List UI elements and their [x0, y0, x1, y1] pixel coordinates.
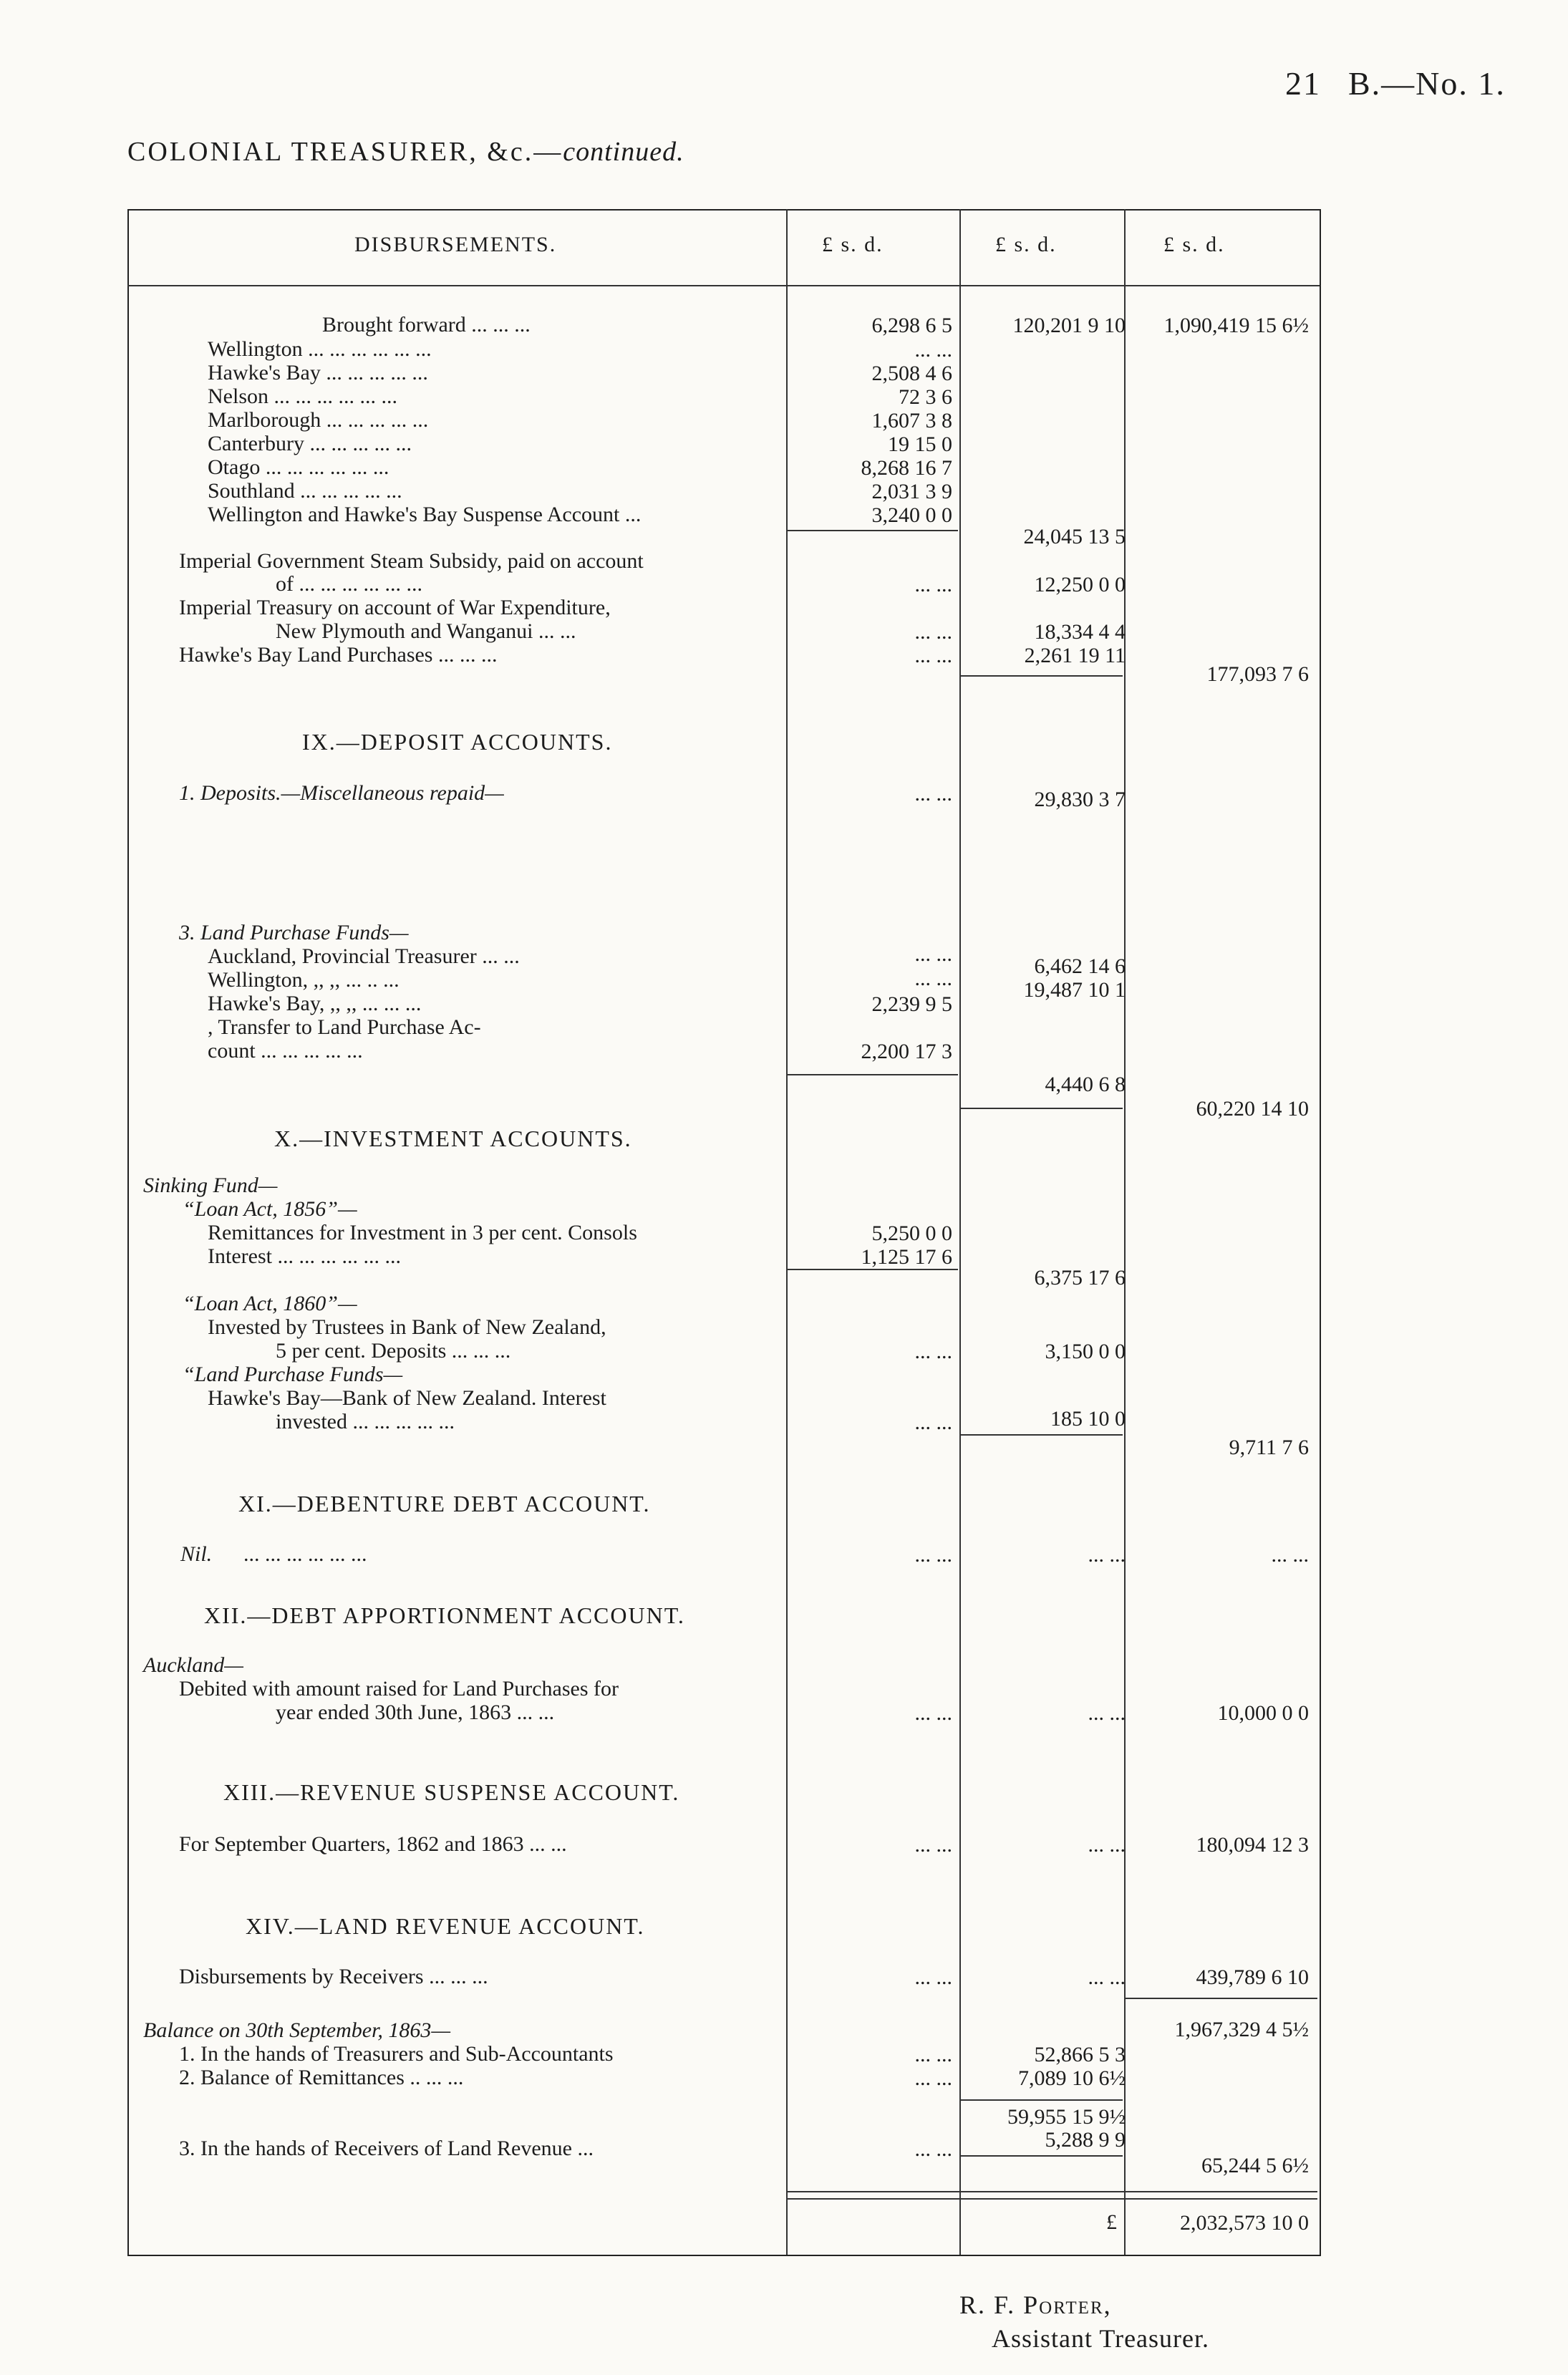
trustees-line2: 5 per cent. Deposits ... ... ... [276, 1339, 511, 1363]
running-head-continued: continued. [563, 137, 684, 167]
suspense-heading: XIII.—REVENUE SUSPENSE ACCOUNT. [223, 1779, 680, 1805]
land-purchase-funds-inv: “Land Purchase Funds— [183, 1363, 403, 1386]
deposit-total: 60,220 14 10 [1196, 1097, 1309, 1121]
apportion-auckland: Auckland— [143, 1653, 243, 1677]
provincial-subtotal: 24,045 13 5 [1023, 525, 1126, 548]
remittances-c1: 5,250 0 0 [871, 1222, 952, 1245]
section-total: 177,093 7 6 [1206, 662, 1309, 686]
lpf-wellington-c1: ... ... [914, 967, 952, 990]
row-brought-forward-c3: 1,090,419 15 6½ [1163, 314, 1309, 337]
apportion-line1: Debited with amount raised for Land Purchases for [179, 1677, 619, 1701]
interest-c1: 1,125 17 6 [861, 1245, 952, 1269]
land-revenue-rule [1126, 1998, 1317, 1999]
header-title: DISBURSEMENTS. [354, 233, 557, 256]
trustees-c1: ... ... [914, 1340, 952, 1363]
steam-subsidy-c1: ... ... [914, 573, 952, 596]
lpf-auckland-c1: ... ... [914, 942, 952, 966]
row-canterbury-c1: 19 15 0 [888, 432, 952, 456]
investment-heading: X.—INVESTMENT ACCOUNTS. [274, 1126, 632, 1151]
suspense-c1: ... ... [914, 1833, 952, 1857]
land-revenue-heading: XIV.—LAND REVENUE ACCOUNT. [246, 1913, 645, 1939]
lpf-transfer-c1: 2,200 17 3 [861, 1040, 952, 1063]
debenture-c1: ... ... [914, 1543, 952, 1567]
balance-item2-c2: 7,089 10 6½ [1018, 2066, 1126, 2090]
signature-name: R. F. Porter, [959, 2291, 1112, 2319]
lpf-subtotal: 4,440 6 8 [1045, 1073, 1126, 1096]
hb-bank-c2: 185 10 0 [1050, 1407, 1126, 1431]
header-col2: £ s. d. [995, 233, 1057, 256]
row-wellington-c1: ... ... [914, 338, 952, 362]
row-otago-c1: 8,268 16 7 [861, 456, 952, 480]
balance-title-c3: 1,967,329 4 5½ [1174, 2018, 1309, 2041]
lpf-wellington: Wellington, ,, ,, ... .. ... [208, 968, 400, 992]
header-col1: £ s. d. [822, 233, 884, 256]
page-number [1285, 64, 1506, 102]
row-wellington: Wellington ... ... ... ... ... ... [208, 337, 432, 361]
debenture-dots: ... ... ... ... ... ... [243, 1542, 367, 1566]
investment-total: 9,711 7 6 [1229, 1436, 1309, 1459]
suspense-line: For September Quarters, 1862 and 1863 ... ... [179, 1832, 567, 1856]
deposit-total-rule [961, 1108, 1123, 1109]
row-nelson-c1: 72 3 6 [899, 385, 952, 409]
lpf-wellington-c2: 19,487 10 1 [1023, 978, 1126, 1002]
interest: Interest ... ... ... ... ... ... [208, 1244, 401, 1268]
hb-land-purchases-c2: 2,261 19 11 [1024, 644, 1126, 667]
document-code: B.—No. 1. [1348, 65, 1506, 102]
deposit-subtotal-rule [788, 1074, 958, 1075]
loan-1856-subtotal: 6,375 17 6 [1034, 1266, 1126, 1290]
steam-subsidy-line2: of ... ... ... ... ... ... [276, 572, 422, 596]
lpf-transfer-line2: count ... ... ... ... ... [208, 1039, 363, 1063]
header-col3: £ s. d. [1163, 233, 1225, 256]
balance-title: Balance on 30th September, 1863— [143, 2018, 451, 2042]
hb-bank-c1: ... ... [914, 1411, 952, 1434]
row-suspense-account: Wellington and Hawke's Bay Suspense Account ... [208, 503, 642, 526]
apportion-c1: ... ... [914, 1701, 952, 1725]
header-rule [127, 285, 1320, 286]
section-total-rule [961, 675, 1123, 677]
balance-item3-c1: ... ... [914, 2137, 952, 2161]
war-expenditure-line1: Imperial Treasury on account of War Expenditure, [179, 596, 611, 619]
row-otago: Otago ... ... ... ... ... ... [208, 455, 389, 479]
debenture-heading: XI.—DEBENTURE DEBT ACCOUNT. [238, 1491, 651, 1517]
deposit-item1: 1. Deposits.—Miscellaneous repaid— [179, 781, 504, 805]
debenture-nil: Nil. [180, 1542, 213, 1566]
apportion-c3: 10,000 0 0 [1217, 1701, 1309, 1725]
deposit-item1-c1: ... ... [914, 782, 952, 806]
signature-title: Assistant Treasurer. [992, 2324, 1210, 2353]
balance-item3-c2: 5,288 9 9 [1045, 2128, 1126, 2152]
balance-subtotal-rule [961, 2099, 1123, 2101]
debenture-c3: ... ... [1271, 1543, 1309, 1567]
land-revenue-line: Disbursements by Receivers ... ... ... [179, 1965, 488, 1988]
row-brought-forward-c2: 120,201 9 10 [1012, 314, 1126, 337]
lpf-auckland-c2: 6,462 14 6 [1034, 954, 1126, 978]
balance-total: 65,244 5 6½ [1201, 2154, 1309, 2177]
suspense-c2: ... ... [1088, 1833, 1126, 1857]
investment-total-rule [961, 1434, 1123, 1436]
lpf-auckland: Auckland, Provincial Treasurer ... ... [208, 944, 520, 968]
grand-total-rule-bottom [788, 2198, 1317, 2200]
trustees-line1: Invested by Trustees in Bank of New Zealand, [208, 1315, 606, 1339]
row-nelson: Nelson ... ... ... ... ... ... [208, 384, 397, 408]
balance-item2: 2. Balance of Remittances .. ... ... [179, 2066, 464, 2089]
lpf-hawkes-bay-c1: 2,239 9 5 [871, 992, 952, 1016]
subtotal-rule [788, 530, 958, 531]
lpf-hawkes-bay: Hawke's Bay, ,, ,, ... ... ... [208, 992, 422, 1015]
balance-item2-c1: ... ... [914, 2066, 952, 2090]
war-expenditure-c2: 18,334 4 4 [1034, 620, 1126, 644]
land-revenue-c1: ... ... [914, 1965, 952, 1989]
row-brought-forward-c1: 6,298 6 5 [871, 314, 952, 337]
hb-bank-line1: Hawke's Bay—Bank of New Zealand. Interest [208, 1386, 606, 1410]
balance-item3-rule [961, 2155, 1123, 2157]
deposit-heading: IX.—DEPOSIT ACCOUNTS. [302, 729, 613, 755]
column-rule-3 [1124, 209, 1126, 2255]
remittances: Remittances for Investment in 3 per cent. Consols [208, 1221, 637, 1244]
land-purchase-funds: 3. Land Purchase Funds— [179, 921, 409, 944]
grand-total: 2,032,573 10 0 [1180, 2211, 1309, 2235]
apportion-heading: XII.—DEBT APPORTIONMENT ACCOUNT. [204, 1602, 685, 1628]
steam-subsidy-c2: 12,250 0 0 [1034, 573, 1126, 596]
page-number-value: 21 [1285, 65, 1321, 102]
balance-subtotal: 59,955 15 9½ [1007, 2105, 1126, 2129]
running-head-main: COLONIAL TREASURER, &c.— [127, 137, 563, 167]
balance-item3: 3. In the hands of Receivers of Land Revenue ... [179, 2137, 594, 2160]
balance-item1: 1. In the hands of Treasurers and Sub-Accountants [179, 2042, 614, 2066]
steam-subsidy-line1: Imperial Government Steam Subsidy, paid on account [179, 549, 644, 573]
grand-total-prefix: £ [1106, 2210, 1117, 2234]
row-suspense-account-c1: 3,240 0 0 [871, 503, 952, 527]
deposit-item1-c2: 29,830 3 7 [1034, 788, 1126, 811]
row-hawkes-bay: Hawke's Bay ... ... ... ... ... [208, 361, 428, 384]
suspense-c3: 180,094 12 3 [1196, 1833, 1309, 1857]
hb-land-purchases-c1: ... ... [914, 644, 952, 667]
row-canterbury: Canterbury ... ... ... ... ... [208, 432, 412, 455]
apportion-line2: year ended 30th June, 1863 ... ... [276, 1701, 555, 1724]
row-southland: Southland ... ... ... ... ... [208, 479, 402, 503]
investment-subtotal-rule [788, 1269, 958, 1270]
row-marlborough-c1: 1,607 3 8 [871, 409, 952, 432]
land-revenue-c2: ... ... [1088, 1965, 1126, 1989]
balance-item1-c2: 52,866 5 3 [1034, 2043, 1126, 2066]
row-brought-forward: Brought forward ... ... ... [322, 313, 531, 337]
row-marlborough: Marlborough ... ... ... ... ... [208, 408, 429, 432]
war-expenditure-c1: ... ... [914, 620, 952, 644]
row-southland-c1: 2,031 3 9 [871, 480, 952, 503]
war-expenditure-line2: New Plymouth and Wanganui ... ... [276, 619, 576, 643]
loan-act-1856: “Loan Act, 1856”— [183, 1197, 357, 1221]
column-rule-2 [959, 209, 961, 2255]
lpf-transfer-line1: , Transfer to Land Purchase Ac- [208, 1015, 481, 1039]
row-hawkes-bay-c1: 2,508 4 6 [871, 362, 952, 385]
balance-item1-c1: ... ... [914, 2043, 952, 2066]
trustees-c2: 3,150 0 0 [1045, 1340, 1126, 1363]
sinking-fund: Sinking Fund— [143, 1174, 278, 1197]
apportion-c2: ... ... [1088, 1701, 1126, 1725]
land-revenue-c3: 439,789 6 10 [1196, 1965, 1309, 1989]
loan-act-1860: “Loan Act, 1860”— [183, 1292, 357, 1315]
debenture-c2: ... ... [1088, 1543, 1126, 1567]
hb-bank-line2: invested ... ... ... ... ... [276, 1410, 455, 1433]
hb-land-purchases: Hawke's Bay Land Purchases ... ... ... [179, 643, 498, 667]
running-head [127, 136, 684, 168]
grand-total-rule-top [788, 2191, 1317, 2192]
